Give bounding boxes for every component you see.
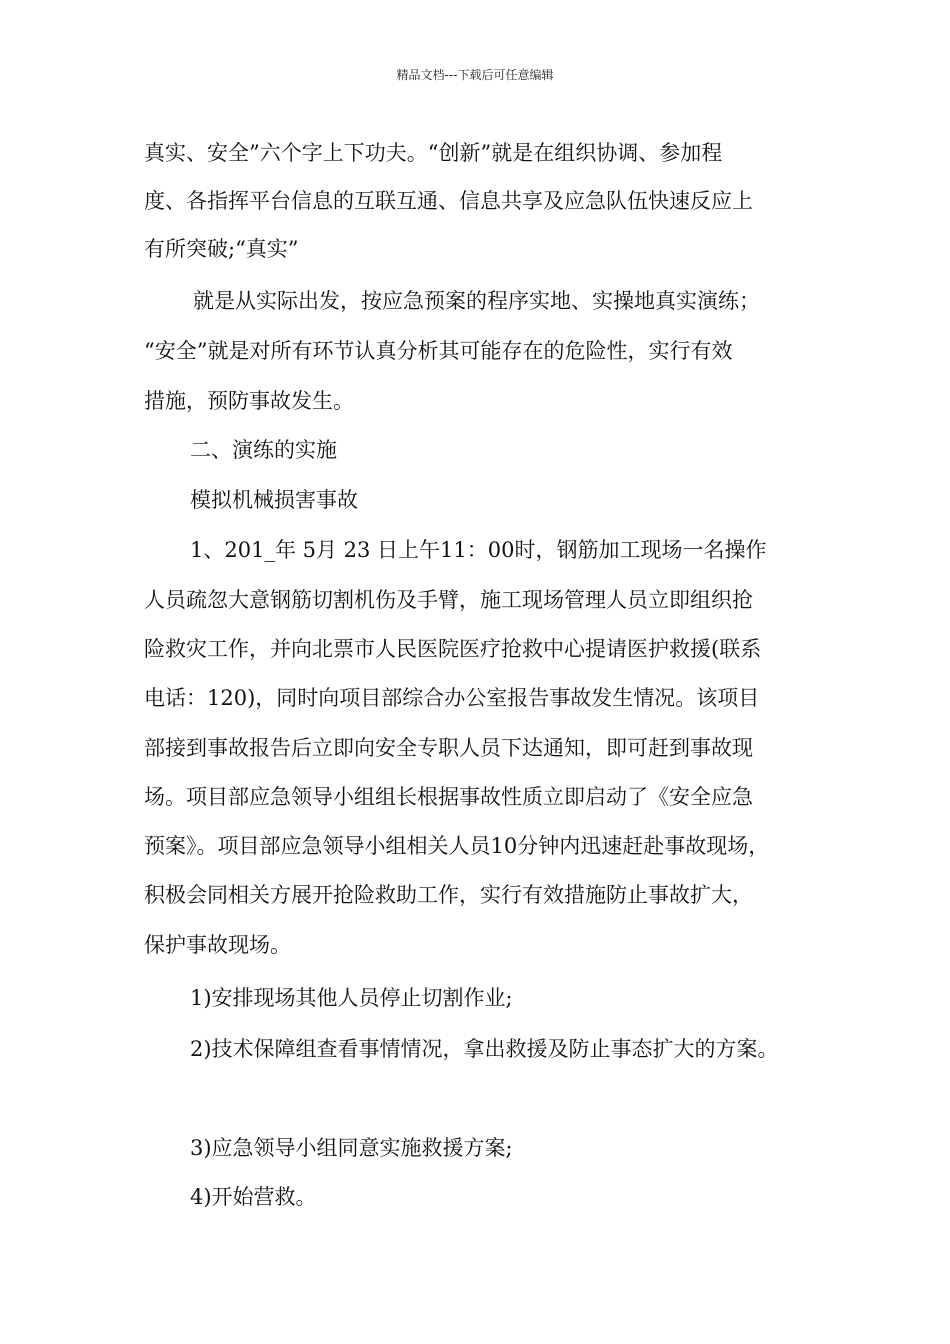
body-line: 度、各指挥平台信息的互联互通、信息共享及应急队伍快速反应上 (144, 189, 753, 213)
list-item: 2)技术保障组查看事情情况，拿出救援及防止事态扩大的方案。 (190, 1037, 779, 1061)
body-line: 险救灾工作，并向北票市人民医院医疗抢救中心提请医护救援(联系 (144, 637, 762, 661)
list-item: 1)安排现场其他人员停止切割作业; (190, 986, 513, 1010)
body-line: 部接到事故报告后立即向安全专职人员下达通知，即可赶到事故现 (144, 736, 753, 760)
section-heading: 二、演练的实施 (190, 438, 337, 462)
list-item: 4)开始营救。 (190, 1185, 317, 1209)
body-line: 人员疏忽大意钢筋切割机伤及手臂，施工现场管理人员立即组织抢 (144, 588, 753, 612)
page-header: 精品文档---下载后可任意编辑 (396, 68, 554, 82)
body-line: 就是从实际出发，按应急预案的程序实地、实操地真实演练； (193, 289, 760, 313)
body-line: 场。项目部应急领导小组组长根据事故性质立即启动了《安全应急 (144, 785, 753, 809)
body-line: 保护事故现场。 (144, 933, 291, 957)
body-line: 1、201_年 5月 23 日上午11：00时，钢筋加工现场一名操作 (190, 538, 767, 562)
subsection-heading: 模拟机械损害事故 (190, 488, 358, 512)
body-line: 电话：120)，同时向项目部综合办公室报告事故发生情况。该项目 (144, 686, 760, 710)
body-line: “安全”就是对所有环节认真分析其可能存在的危险性，实行有效 (144, 339, 733, 363)
list-item: 3)应急领导小组同意实施救援方案; (190, 1136, 513, 1160)
body-line: 积极会同相关方展开抢险救助工作，实行有效措施防止事故扩大， (144, 883, 753, 907)
body-line: 措施，预防事故发生。 (144, 389, 354, 413)
body-line: 真实、安全”六个字上下功夫。“创新”就是在组织协调、参加程 (144, 141, 723, 165)
body-line: 有所突破;“真实” (144, 237, 299, 261)
body-line: 预案》。项目部应急领导小组相关人员10分钟内迅速赶赴事故现场， (144, 834, 770, 858)
